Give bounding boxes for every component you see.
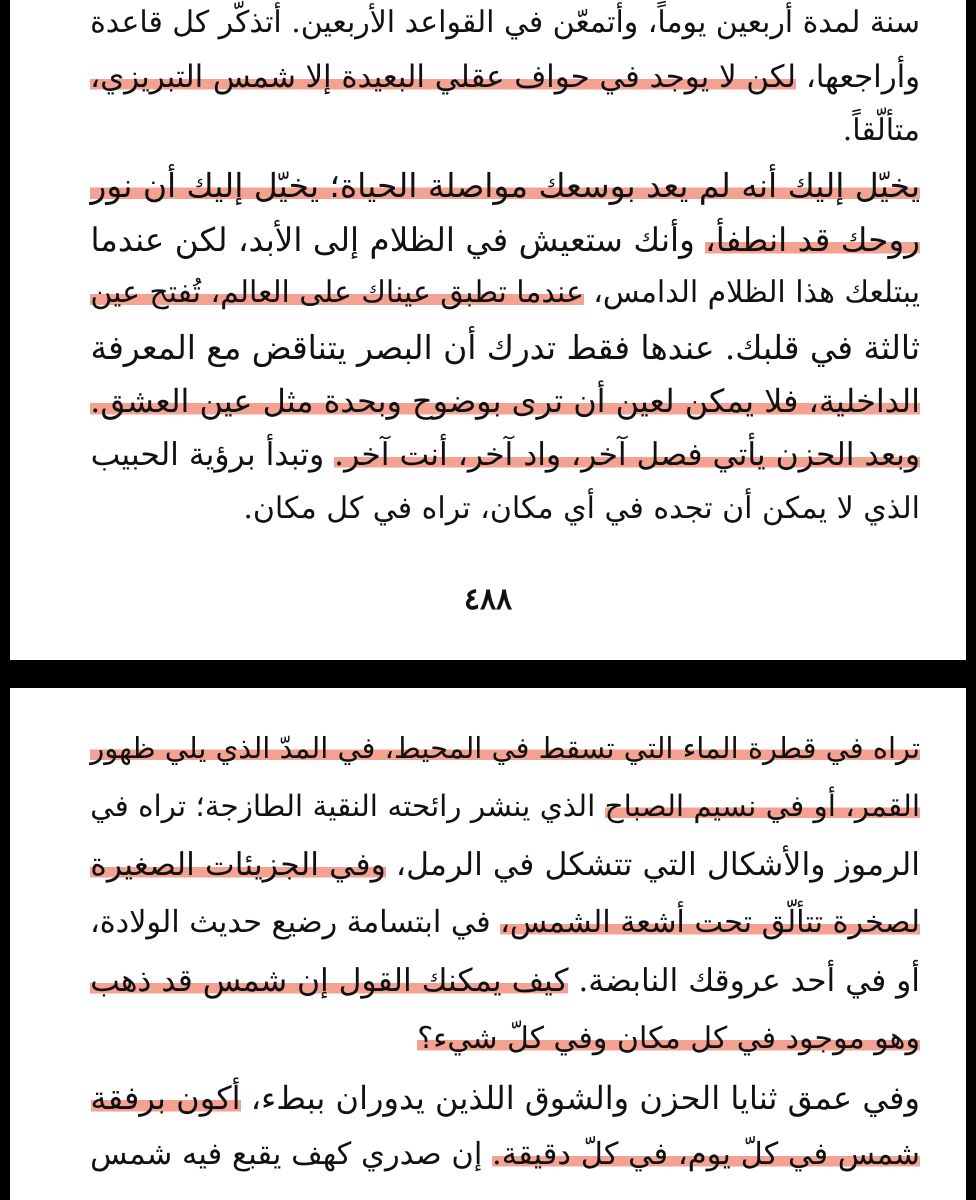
- text-line: [417, 1021, 920, 1056]
- book-page-488: [10, 0, 966, 660]
- text-line: [90, 59, 920, 95]
- plain-text: أو في أحد عروقك النابضة.: [568, 963, 920, 999]
- highlighted-text: تراه في قطرة الماء التي تسقط في المحيط، في المدّ الذي يلي ظهور: [90, 731, 920, 765]
- highlighted-text: القمر، أو في نسيم الصباح: [604, 789, 920, 823]
- highlighted-text: لكن لا يوجد في حواف عقلي البعيدة إلا شمس التبريزي،: [90, 59, 797, 95]
- text-line: [90, 731, 920, 765]
- highlighted-text: لصخرة تتألّق تحت أشعة الشمس،: [500, 905, 920, 940]
- text-line: [90, 437, 920, 473]
- plain-text: وفي عمق ثنايا الحزن والشوق اللذين يدوران ببطء،: [240, 1079, 920, 1117]
- text-line: [90, 1137, 920, 1172]
- text-line: [90, 5, 920, 40]
- highlighted-text: روحك قد انطفأ،: [705, 221, 920, 259]
- highlighted-text: أكون برفقة: [90, 1079, 241, 1117]
- text-line: [90, 275, 920, 310]
- highlighted-text: الداخلية، فلا يمكن لعين أن ترى بوضوح وبحدة مثل عين العشق.: [90, 382, 920, 420]
- book-page-next: [10, 688, 966, 1200]
- highlighted-text: عندما تطبق عيناك على العالم، تُفتح عين: [90, 275, 584, 310]
- plain-text: متألّقاً.: [842, 113, 920, 148]
- highlighted-text: وهو موجود في كل مكان وفي كلّ شيء؟: [417, 1021, 920, 1056]
- text-line: [90, 1079, 920, 1117]
- page-number: ٤٨٨: [463, 582, 513, 617]
- highlighted-text: وبعد الحزن يأتي فصل آخر، واد آخر، أنت آخر.: [334, 437, 920, 473]
- highlighted-text: كيف يمكنك القول إن شمس قد ذهب: [90, 963, 569, 999]
- plain-text: يبتلعك هذا الظلام الدامس،: [583, 275, 920, 310]
- text-line: [90, 905, 920, 940]
- plain-text: في ابتسامة رضيع حديث الولادة،: [90, 905, 501, 940]
- text-line: [90, 847, 920, 883]
- highlighted-text: يخيّل إليك أنه لم يعد بوسعك مواصلة الحياة؛ يخيّل إليك أن نور: [90, 166, 920, 205]
- plain-text: ثالثة في قلبك. عندها فقط تدرك أن البصر يتناقض مع المعرفة: [90, 329, 920, 367]
- plain-text: سنة لمدة أربعين يوماً، وأتمعّن في القواعد الأربعين. أتذكّر كل قاعدة: [90, 5, 920, 40]
- text-line: [90, 166, 920, 205]
- plain-text: وأراجعها،: [796, 59, 920, 95]
- text-line: [90, 382, 920, 420]
- plain-text: الذي لا يمكن أن تجده في أي مكان، تراه في كل مكان.: [243, 491, 920, 526]
- plain-text: إن صدري كهف يقبع فيه شمس: [90, 1137, 493, 1172]
- text-line: [842, 113, 920, 148]
- text-line: [90, 963, 920, 999]
- highlighted-text: شمس في كلّ يوم، في كلّ دقيقة.: [492, 1137, 920, 1172]
- plain-text: الرموز والأشكال التي تتشكل في الرمل،: [385, 847, 920, 883]
- text-line: [90, 221, 920, 259]
- text-line: [90, 789, 920, 823]
- text-line: [90, 329, 920, 367]
- plain-text: وأنك ستعيش في الظلام إلى الأبد، لكن عندما: [90, 221, 706, 259]
- text-line: [243, 491, 920, 526]
- highlighted-text: وفي الجزيئات الصغيرة: [90, 847, 386, 883]
- plain-text: الذي ينشر رائحته النقية الطازجة؛ تراه في: [90, 789, 605, 823]
- plain-text: وتبدأ برؤية الحبيب: [90, 437, 335, 473]
